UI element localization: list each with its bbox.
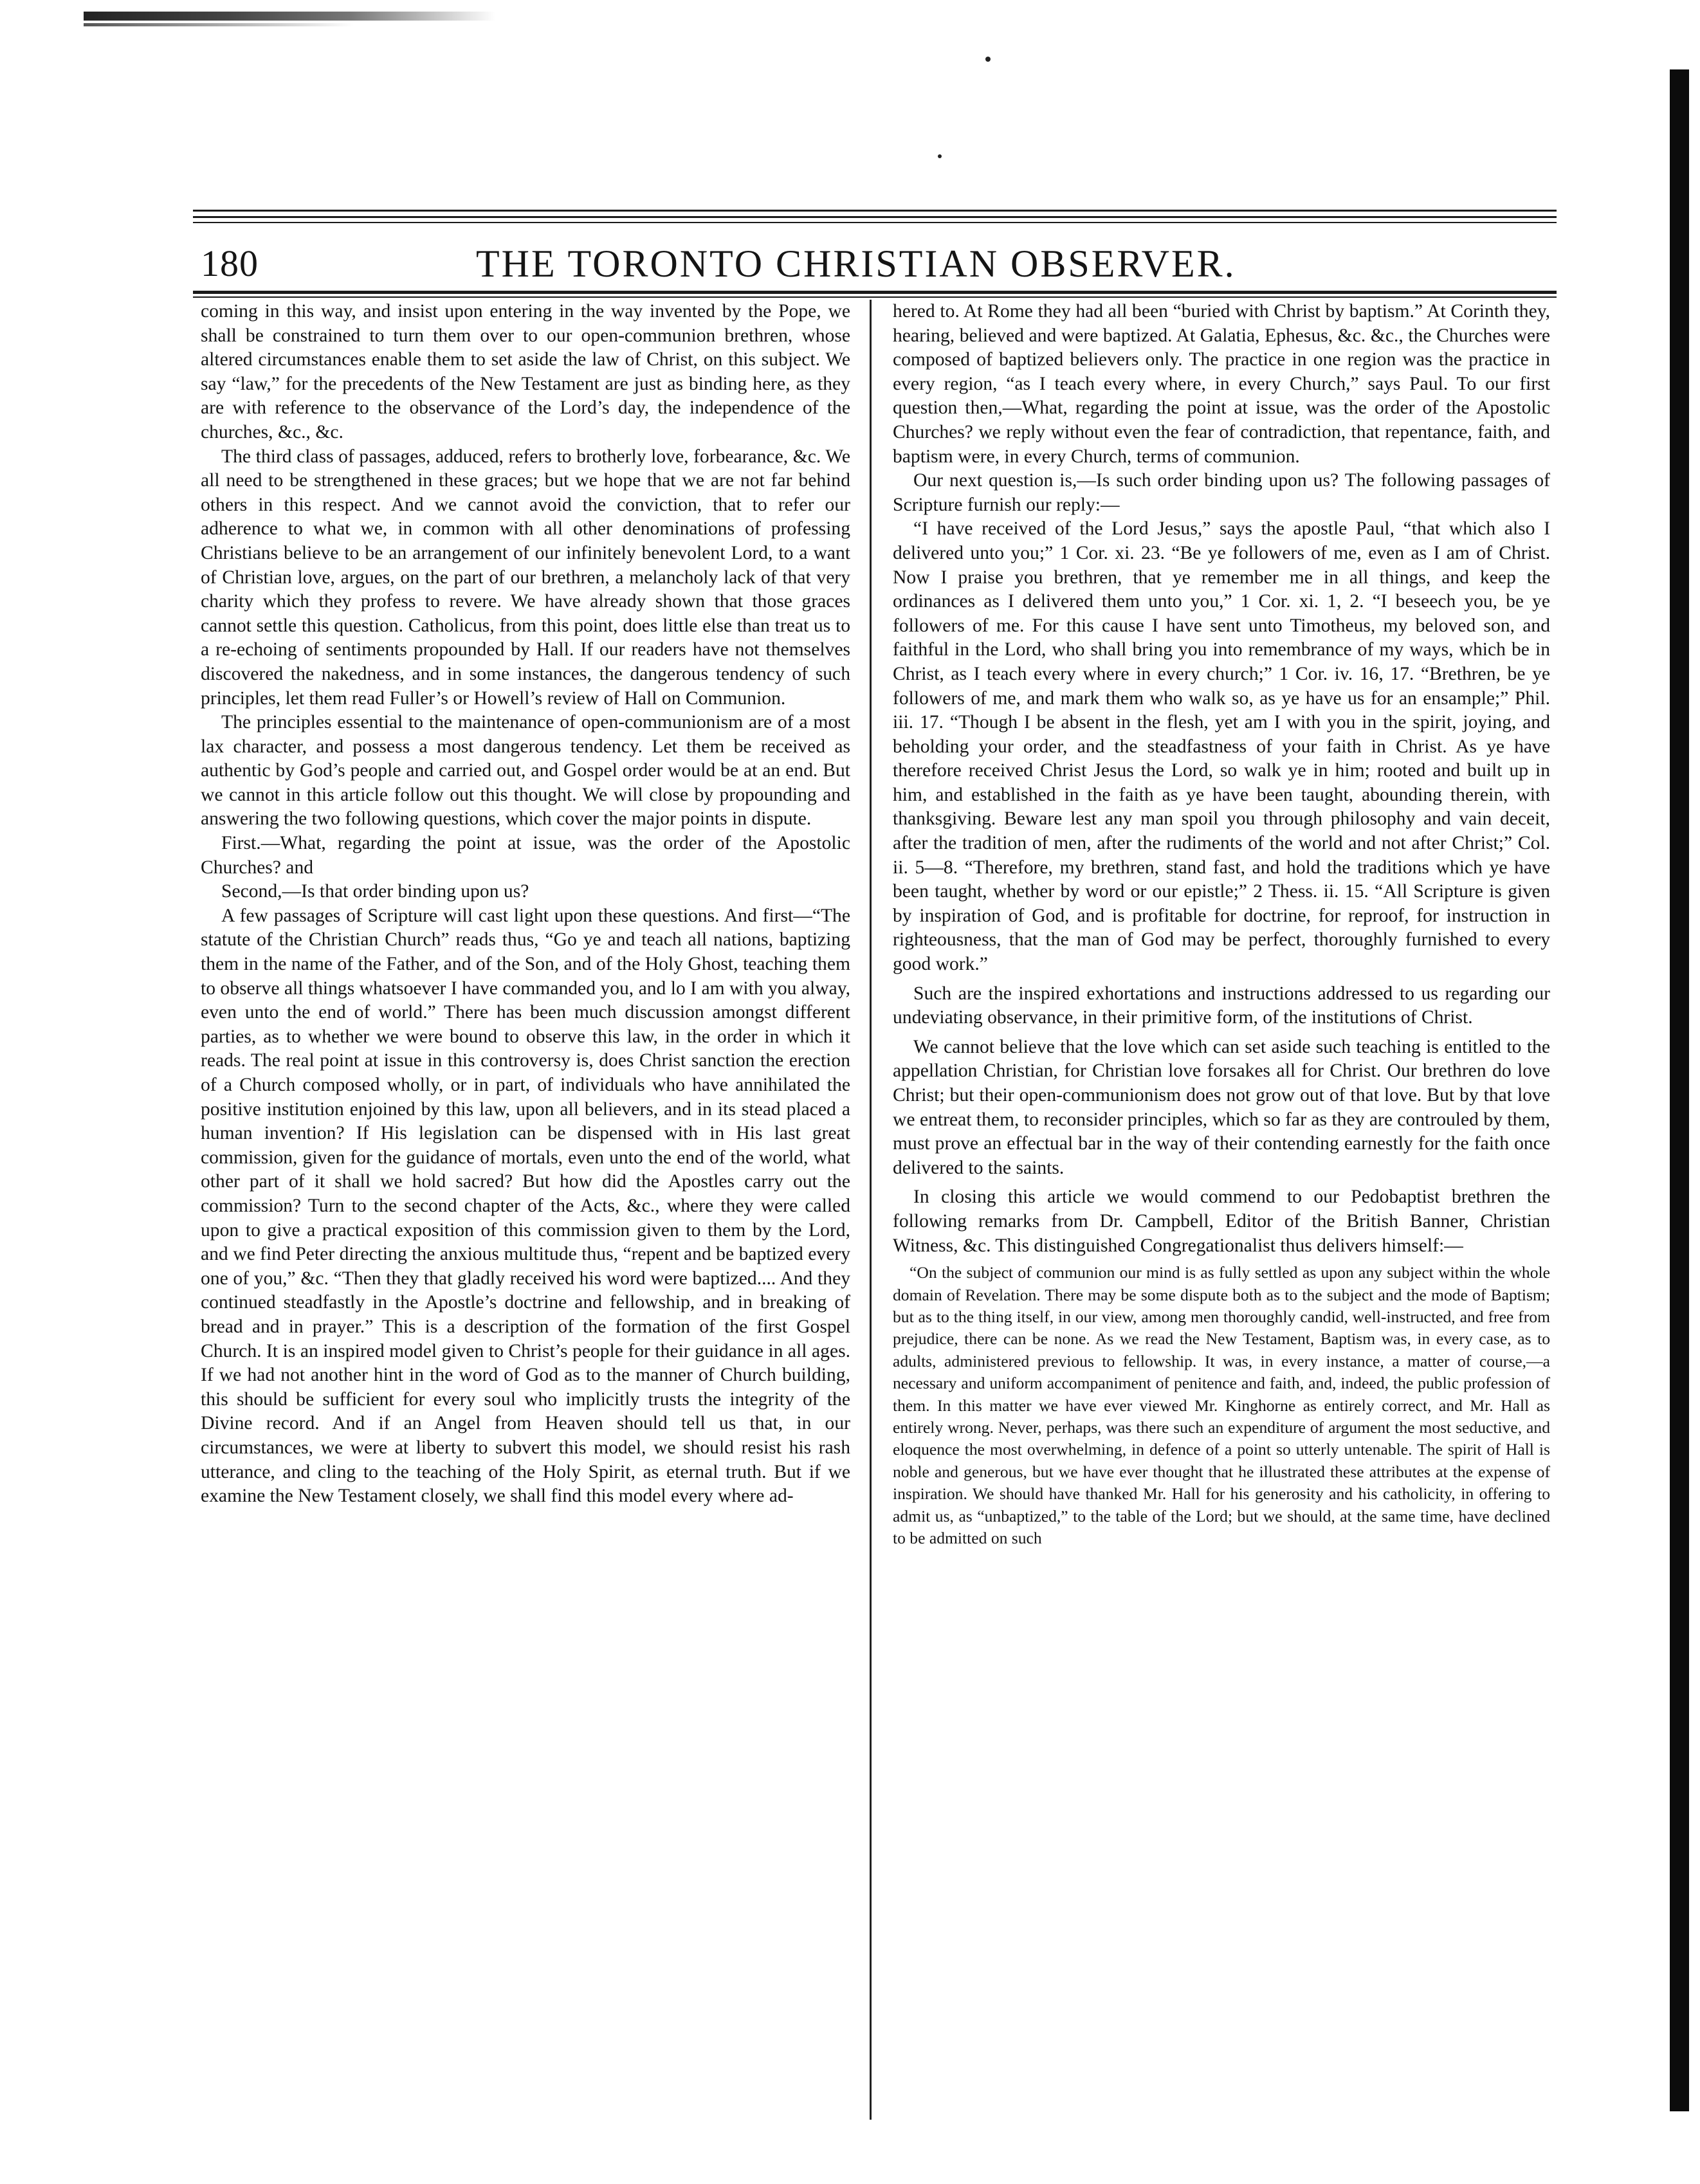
scan-speck bbox=[985, 57, 991, 62]
paragraph: Our next question is,—Is such order binding upon us? The following passages of Scripture furnish our reply:— bbox=[893, 470, 1550, 515]
paragraph: coming in this way, and insist upon entering in the way invented by the Pope, we shall be constrained to turn them over to our open-communion brethren, whose altered circumstances enable them to set aside the law of Christ, on this subject. We say “law,” for the precedents of the New Testament are just as binding here, as they are with reference to the observance of the Lord’s day, the independence of the churches, &c., &c. bbox=[201, 301, 850, 442]
scan-artifact-edge bbox=[1670, 69, 1689, 2111]
scan-artifact-streak bbox=[84, 12, 495, 21]
paragraph: “I have received of the Lord Jesus,” says the apostle Paul, “that which also I delivered unto you;” 1 Cor. xi. 23. “Be ye followers of me, even as I am of Christ. Now I praise you brethren, that ye remember me in all things, and keep the ordinances as I delivered them unto you,” 1 Cor. xi. 1, 2. “I beseech you, be ye followers of me. For this cause I have sent unto Timotheus, my beloved son, and faithful in the Lord, who shall bring you into remembrance of my ways, which be in Christ, as I teach every where in every church;” 1 Cor. iv. 16, 17. “Brethren, be ye followers of me, and mark them who walk so, as ye have us for an ensample;” Phil. iii. 17. “Though I be absent in the flesh, yet am I with you in the spirit, joying, and beholding your order, and the steadfastness of your faith in Christ. As ye have therefore received Christ Jesus the Lord, so walk ye in him; rooted and built up in him, and established in the faith as ye have been taught, abounding therein, with thanksgiving. Beware lest any man spoil you through philosophy and vain deceit, after the tradition of men, after the rudiments of the world and not after Christ;” Col. ii. 5—8. “Therefore, my brethren, stand fast, and hold the traditions which ye have been taught, whether by word or our epistle;” 2 Thess. ii. 15. “All Scripture is given by inspiration of God, and is profitable for doctrine, for reproof, for instruction in righteousness, that the man of God may be perfect, thoroughly furnished to every good work.” bbox=[893, 518, 1550, 975]
paragraph: We cannot believe that the love which can set aside such teaching is entitled to the appellation Christian, for Christian love forsakes all for Christ. Our brethren do love Christ; but their open-communionism does not grow out of that love. But by that love we entreat them, to reconsider principles, which so far as they are controuled by them, must prove an effectual bar in the way of their contending earnestly for the faith once delivered to the saints. bbox=[893, 1036, 1550, 1178]
scan-artifact-streak bbox=[84, 23, 354, 26]
page-number: 180 bbox=[201, 242, 259, 284]
header-rule bbox=[193, 210, 1557, 212]
right-column bbox=[893, 300, 1550, 1549]
left-column bbox=[201, 300, 850, 1509]
header-rule bbox=[193, 216, 1557, 218]
running-title: THE TORONTO CHRISTIAN OBSERVER. bbox=[476, 242, 1236, 285]
paragraph: The principles essential to the maintenance of open-communionism are of a most lax character, and possess a most dangerous tendency. Let them be received as authentic by God’s people and carried out, and Gospel order would be at an end. But we cannot in this article follow out this thought. We will close by propounding and answering the two following questions, which cover the major points in dispute. bbox=[201, 712, 850, 830]
header-rule bbox=[193, 296, 1557, 298]
paragraph: A few passages of Scripture will cast light upon these questions. And first—“The statute of the Christian Church” reads thus, “Go ye and teach all nations, baptizing them in the name of the Father, and of the Son, and of the Holy Ghost, teaching them to observe all things whatsoever I have commanded you, and lo I am with you alway, even unto the end of world.” There has been much discussion amongst different parties, as to whether we were bound to observe this law, in the order in which it reads. The real point at issue in this controversy is, does Christ sanction the erection of a Church composed wholly, or in part, of individuals who have annihilated the positive institution enjoined by this law, upon all believers, and in its stead placed a human invention? If His legislation can be dispensed with in His last great commission, given for the guidance of mortals, even unto the end of the world, what other part of it shall we hold sacred? But how did the Apostles carry out the commission? Turn to the second chapter of the Acts, &c., where they were called upon to give a practical exposition of this commission given to them by the Lord, and we find Peter directing the anxious multitude thus, “repent and be baptized every one of you,” &c. “Then they that gladly received his word were baptized.... And they continued steadfastly in the Apostle’s doctrine and fellowship, and in breaking of bread and in prayer.” This is a description of the formation of the first Gospel Church. It is an inspired model given to Christ’s people for their guidance in all ages. If we had not another hint in the word of God as to the manner of Church building, this should be sufficient for every soul who implicitly trusts the integrity of the Divine record. And if an Angel from Heaven should tell us that, in our circumstances, we were at liberty to subvert this model, we should resist his rash utterance, and cling to the teaching of the Holy Spirit, as eternal truth. But if we examine the New Testament closely, we shall find this model every where ad- bbox=[201, 905, 850, 1507]
paragraph: In closing this article we would commend to our Pedobaptist brethren the following remarks from Dr. Campbell, Editor of the British Banner, Christian Witness, &c. This distinguished Congregationalist thus delivers himself:— bbox=[893, 1187, 1550, 1256]
paragraph: Second,—Is that order binding upon us? bbox=[221, 881, 529, 902]
header-rule bbox=[193, 291, 1557, 294]
scan-speck bbox=[938, 154, 942, 158]
paragraph: hered to. At Rome they had all been “buried with Christ by baptism.” At Corinth they, hearing, believed and were baptized. At Galatia, Ephesus, &c. &c., the Churches were composed of baptized believers only. The practice in one region was the practice in every region, “as I teach every where, in every Church,” says Paul. To our first question then,—What, regarding the point at issue, was the order of the Apostolic Churches? we reply without even the fear of contradiction, that repentance, faith, and baptism were, in every Church, terms of communion. bbox=[893, 301, 1550, 467]
column-divider bbox=[870, 300, 872, 2120]
header-rule bbox=[193, 222, 1557, 223]
block-quote: “On the subject of communion our mind is as fully settled as upon any subject within the whole domain of Revelation. There may be some dispute both as to the subject and the mode of Baptism; but as to the thing itself, in our view, among men thoroughly candid, well-instructed, and free from prejudice, there can be none. As we read the New Testament, Baptism was, in every case, as to adults, administered previous to fellowship. It was, in every instance, a matter of course,—a necessary and uniform accompaniment of penitence and faith, and, indeed, the public profession of them. In this matter we have ever viewed Mr. Kinghorne as entirely correct, and Mr. Hall as entirely wrong. Never, perhaps, was there such an expenditure of argument the most seductive, and eloquence the most overwhelming, in defence of a point so utterly untenable. The spirit of Hall is noble and generous, but we have ever thought that he illustrated these attributes at the expense of inspiration. We should have thanked Mr. Hall for his generosity and his catholicity, in offering to admit us, as “unbaptized,” to the table of the Lord; but we should, at the same time, have declined to be admitted on such bbox=[893, 1263, 1550, 1548]
paragraph: The third class of passages, adduced, refers to brotherly love, forbearance, &c. We all need to be strengthened in these graces; but we hope that we are not far behind others in this respect. And we cannot avoid the conviction, that to refer our adherence to what we, in common with all other denominations of professing Christians believe to be an arrangement of our infinitely benevolent Lord, to a want of Christian love, argues, on the part of our brethren, a melancholy lack of that very charity which they profess to revere. We have already shown that those graces cannot settle this question. Catholicus, from this point, does little else than treat us to a re-echoing of sentiments propounded by Hall. If our readers have not themselves discovered the nakedness, and in some instances, the dangerous tendency of such principles, let them read Fuller’s or Howell’s review of Hall on Communion. bbox=[201, 446, 850, 709]
paragraph: First.—What, regarding the point at issue, was the order of the Apostolic Churches? and bbox=[201, 833, 850, 878]
paragraph: Such are the inspired exhortations and instructions addressed to us regarding our undeviating observance, in their primitive form, of the institutions of Christ. bbox=[893, 983, 1550, 1028]
